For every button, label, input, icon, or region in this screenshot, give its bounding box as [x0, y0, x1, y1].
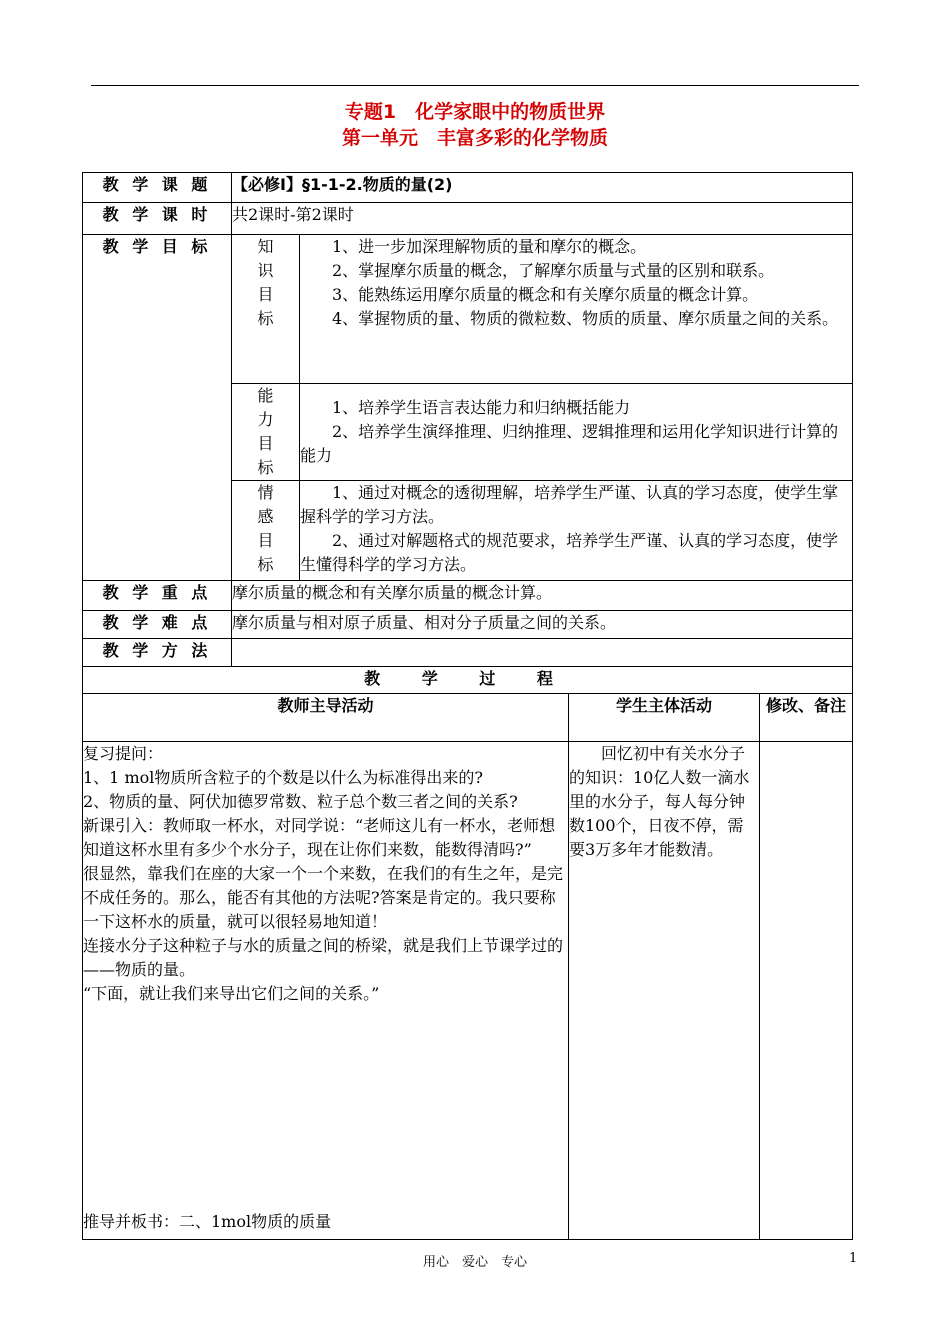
- process-title: 教 学 过 程: [83, 667, 853, 694]
- process-header-row: [83, 694, 853, 742]
- key-label: 教 学 重 点: [83, 581, 232, 611]
- method-value: [232, 639, 853, 667]
- teacher-line: 2、物质的量、阿伏加德罗常数、粒子总个数三者之间的关系?: [83, 792, 518, 811]
- hours-value: 共2课时-第2课时: [232, 203, 853, 235]
- ability-label: 能 力 目 标: [232, 384, 300, 481]
- document-title: 专题1 化学家眼中的物质世界: [344, 101, 606, 123]
- topic-row: [83, 173, 853, 203]
- objectives-label: 教 学 目 标: [83, 235, 232, 581]
- teacher-line: 复习提问：: [83, 744, 164, 763]
- teacher-line: 连接水分子这种粒子与水的质量之间的桥梁，就是我们上节课学过的——物质的量。: [83, 936, 564, 979]
- header-rule: [91, 85, 859, 86]
- teacher-activity: [83, 742, 569, 1240]
- hours-row: [83, 203, 853, 235]
- column-notes: 修改、备注: [760, 694, 853, 742]
- topic-value: 【必修Ⅰ】§1-1-2.物质的量(2): [232, 173, 853, 203]
- lesson-plan-table: [82, 172, 853, 1240]
- knowledge-row: [83, 235, 853, 384]
- knowledge-item: 3、能熟练运用摩尔质量的概念和有关摩尔质量的概念计算。: [332, 285, 759, 304]
- document-subtitle: 第一单元 丰富多彩的化学物质: [341, 127, 608, 149]
- ability-goals: [300, 384, 853, 481]
- emotion-item: 2、通过对解题格式的规范要求，培养学生严谨、认真的学习态度，使学生懂得科学的学习方法。: [300, 531, 839, 574]
- teacher-line: 新课引入：教师取一杯水，对同学说：“老师这儿有一杯水，老师想知道这杯水里有多少个水分子，现在让你们来数，能数得清吗?”: [83, 816, 556, 859]
- method-label: 教 学 方 法: [83, 639, 232, 667]
- key-value: 摩尔质量的概念和有关摩尔质量的概念计算。: [232, 581, 853, 611]
- emotion-item: 1、通过对概念的透彻理解，培养学生严谨、认真的学习态度，使学生掌握科学的学习方法。: [300, 483, 839, 526]
- difficulty-label: 教 学 难 点: [83, 611, 232, 639]
- emotion-label: 情 感 目 标: [232, 481, 300, 581]
- student-text: 回忆初中有关水分子的知识：10亿人数一滴水里的水分子，每人每分钟数100个，日夜不停，需要3万多年才能数清。: [569, 744, 750, 859]
- ability-item: 2、培养学生演绎推理、归纳推理、逻辑推理和运用化学知识进行计算的能力: [300, 422, 839, 465]
- column-teacher: 教师主导活动: [83, 694, 569, 742]
- student-activity: [569, 742, 760, 1240]
- column-student: 学生主体活动: [569, 694, 760, 742]
- hours-label: 教 学 课 时: [83, 203, 232, 235]
- topic-label: 教 学 课 题: [83, 173, 232, 203]
- process-title-row: [83, 667, 853, 694]
- difficulty-row: [83, 611, 853, 639]
- ability-item: 1、培养学生语言表达能力和归纳概括能力: [332, 398, 631, 417]
- footer-text: 用心 爱心 专心: [422, 1255, 527, 1270]
- knowledge-item: 2、掌握摩尔质量的概念，了解摩尔质量与式量的区别和联系。: [332, 261, 775, 280]
- process-content-row: [83, 742, 853, 1240]
- notes-cell: [760, 742, 853, 1240]
- knowledge-label: 知 识 目 标: [232, 235, 300, 384]
- teacher-line: “下面，就让我们来导出它们之间的关系。”: [83, 984, 380, 1003]
- teacher-line: 1、1 mol物质所含粒子的个数是以什么为标准得出来的?: [83, 768, 483, 787]
- knowledge-item: 1、进一步加深理解物质的量和摩尔的概念。: [332, 237, 647, 256]
- key-row: [83, 581, 853, 611]
- difficulty-value: 摩尔质量与相对原子质量、相对分子质量之间的关系。: [232, 611, 853, 639]
- knowledge-goals: [300, 235, 853, 384]
- method-row: [83, 639, 853, 667]
- emotion-goals: [300, 481, 853, 581]
- knowledge-item: 4、掌握物质的量、物质的微粒数、物质的质量、摩尔质量之间的关系。: [332, 309, 839, 328]
- teacher-line-last: 推导并板书：二、1mol物质的质量: [83, 1212, 332, 1231]
- teacher-line: 很显然，靠我们在座的大家一个一个来数，在我们的有生之年，是完不成任务的。那么，能否有其他的方法呢?答案是肯定的。我只要称一下这杯水的质量，就可以很轻易地知道！: [83, 864, 564, 931]
- page-number: 1: [849, 1251, 858, 1266]
